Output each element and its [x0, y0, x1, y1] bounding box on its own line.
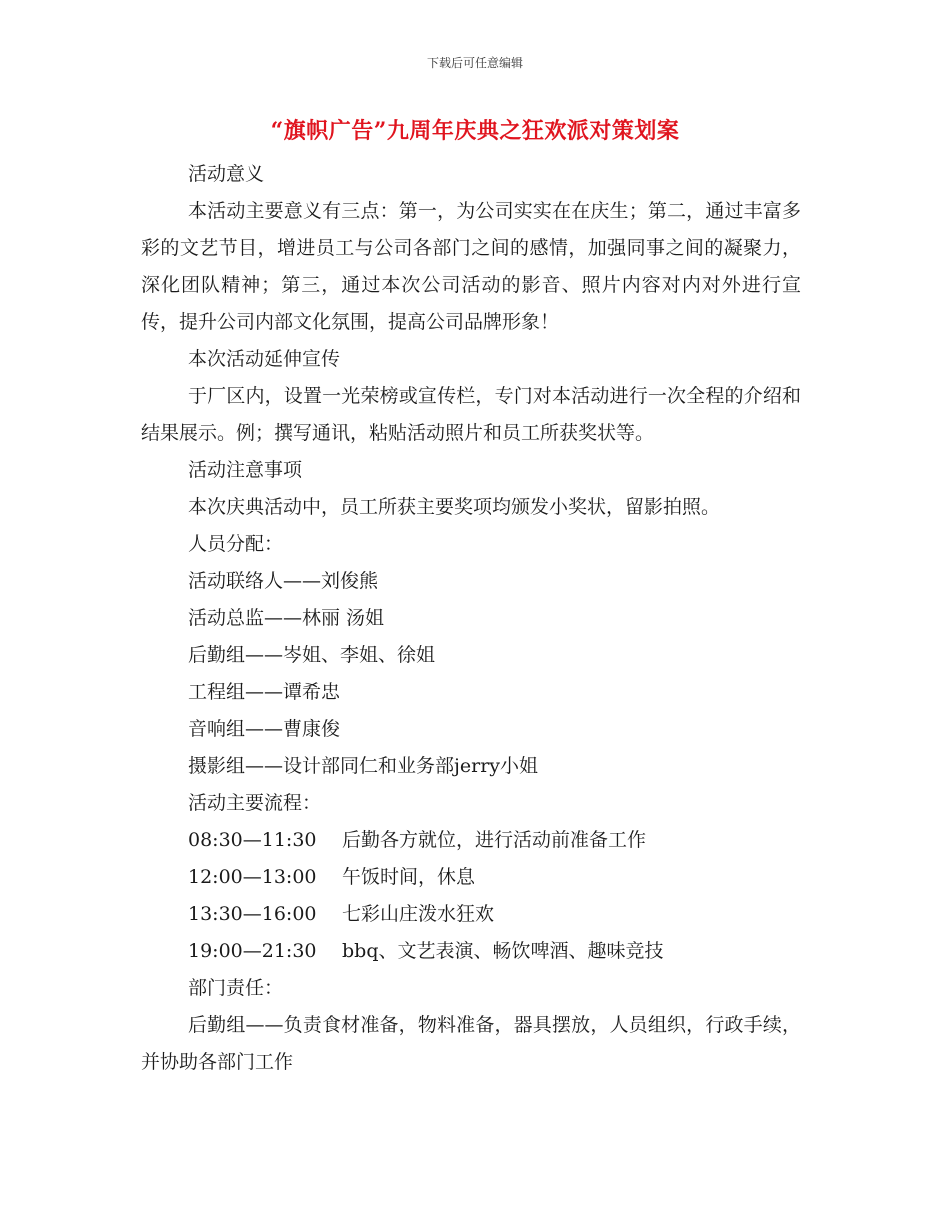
duty-paragraph: 后勤组——负责食材准备，物料准备，器具摆放，人员组织，行政手续，并协助各部门工作	[141, 1014, 801, 1073]
flow-heading: 活动主要流程：	[188, 792, 322, 814]
promo-heading: 本次活动延伸宣传	[188, 348, 341, 370]
meaning-paragraph: 本活动主要意义有三点：第一，为公司实实在在庆生；第二，通过丰富多彩的文艺节目，增进员工与公司各部门之间的感情，加强同事之间的凝聚力，深化团队精神；第三，通过本次公司活动的影音、照片内容对内对外进行宣传，提升公司内部文化氛围，提高公司品牌形象！	[141, 200, 801, 333]
promo-paragraph: 于厂区内，设置一光荣榜或宣传栏，专门对本活动进行一次全程的介绍和结果展示。例；撰写通讯，粘贴活动照片和员工所获奖状等。	[141, 385, 801, 444]
flow-time: 13:30—16:00	[188, 903, 317, 925]
staff-item: 后勤组——岑姐、李姐、徐姐	[188, 644, 436, 666]
document-title: “旗帜广告”九周年庆典之狂欢派对策划案	[270, 118, 680, 144]
flow-desc: 七彩山庄泼水狂欢	[342, 903, 495, 925]
flow-desc: bbq、文艺表演、畅饮啤酒、趣味竞技	[342, 940, 664, 962]
flow-item	[141, 896, 801, 933]
flow-desc: 午饭时间，休息	[342, 866, 476, 888]
staff-item: 音响组——曹康俊	[188, 718, 341, 740]
notes-paragraph: 本次庆典活动中，员工所获主要奖项均颁发小奖状，留影拍照。	[188, 496, 721, 518]
document-body	[141, 156, 801, 1081]
meaning-heading: 活动意义	[188, 163, 265, 185]
flow-time: 08:30—11:30	[188, 829, 317, 851]
notes-heading: 活动注意事项	[188, 459, 303, 481]
flow-time: 12:00—13:00	[188, 866, 317, 888]
staff-item: 摄影组——设计部同仁和业务部jerry小姐	[188, 755, 539, 777]
header-note: 下载后可任意编辑	[426, 56, 523, 70]
flow-item	[141, 859, 801, 896]
staff-item: 活动联络人——刘俊熊	[188, 570, 379, 592]
duty-heading: 部门责任：	[188, 977, 284, 999]
staff-item: 工程组——谭希忠	[188, 681, 341, 703]
flow-item	[141, 933, 801, 970]
flow-item	[141, 822, 801, 859]
staff-item: 活动总监——林丽 汤姐	[188, 607, 385, 629]
staff-heading: 人员分配：	[188, 533, 284, 555]
flow-time: 19:00—21:30	[188, 940, 317, 962]
flow-desc: 后勤各方就位，进行活动前准备工作	[342, 829, 647, 851]
